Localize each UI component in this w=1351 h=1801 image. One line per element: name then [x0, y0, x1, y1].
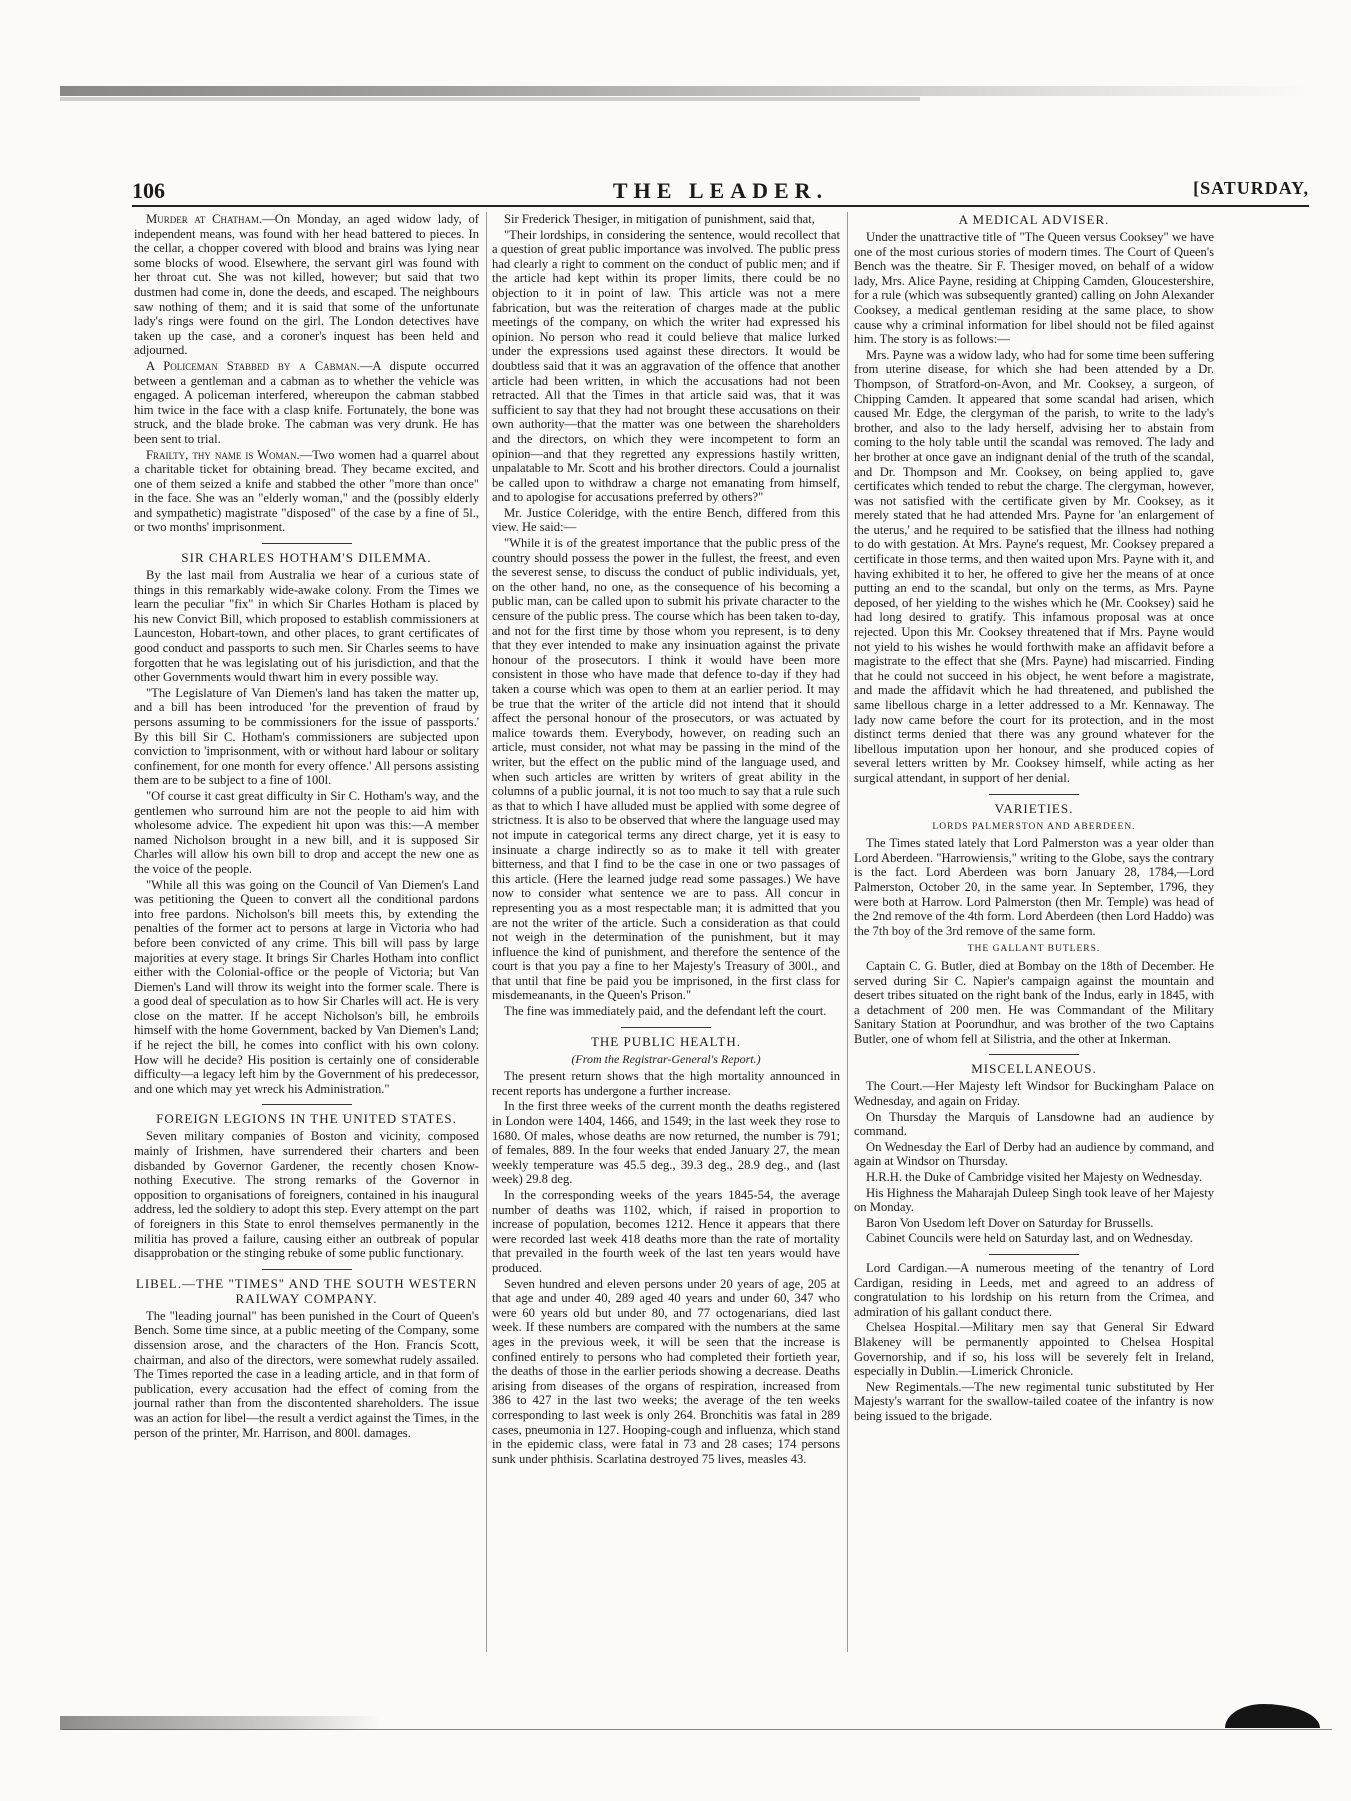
paragraph: Baron Von Usedom left Dover on Saturday for Brussells.: [866, 1215, 1154, 1230]
section-heading-hotham: SIR CHARLES HOTHAM'S DILEMMA.: [181, 550, 432, 566]
paragraph: The present return shows that the high mortality announced in recent reports has undergone a further increase.: [492, 1069, 840, 1098]
column-2: [492, 212, 840, 1467]
paragraph: Chelsea Hospital.—Military men say that General Sir Edward Blakeney will be permanently appointed to Chelsea Hospital Governorship, and if so, his loss will be severely felt in Ireland, especially in Dublin.—Limerick Chronicle.: [854, 1320, 1214, 1379]
paragraph: On Thursday the Marquis of Lansdowne had an audience by command.: [854, 1109, 1214, 1139]
paragraph: In the first three weeks of the current month the deaths registered in London were 1404, 1466, and 1549; in the last week they rose to 1680. Of males, whose deaths are now returned, the number is 791; of females, 889. In the four weeks that ended January 27, the mean weekly temperature was 45.5 deg., 39.3 deg., 28.9 deg., and (last week) 29.8 deg.: [492, 1099, 840, 1187]
section-heading-public-health: THE PUBLIC HEALTH.: [590, 1033, 742, 1049]
paragraph: His Highness the Maharajah Duleep Singh took leave of her Majesty on Monday.: [854, 1185, 1214, 1215]
paragraph: "Their lordships, in considering the sentence, would recollect that a question of great public importance was involved. The public press had clearly a right to comment on the conduct of public men; and if the article had kept within its proper limits, there could be no objection to it in point of law. This article was not a mere fabrication, but was the reiteration of charges made at the public meetings of the company, on which the writer had expressed his opinion. No person who read it could believe that malice lurked under the expressions used against these directors. It would be doubtless said that it was an aggravation of the offence that another article had been written, in which the accusations had not been retracted. All that the Times in that article said was, that it was sufficient to say that they had not brought these accusations on their own authority—that the matter was one between the shareholders and the directors, on which they were incompetent to form an opinion—and that they regretted any expressions hastily written, unpalatable to Mr. Scott and his brother directors. Could a journalist be called upon to withdraw a charge not emanating from himself, and to apologise for accusations preferred by others?": [492, 227, 840, 505]
section-rule: [262, 543, 352, 544]
paragraph: Seven hundred and eleven persons under 20 years of age, 205 at that age and under 40, 289 aged 40 years and under 60, 347 who were 60 years old but under 80, and 77 octogenarians, died last week. If these numbers are compared with the numbers at the same ages in the previous week, it will be seen that the increase is confined entirely to persons who had completed their fortieth year, the deaths of those in the earlier periods showing a decrease. Deaths arising from diseases of the organs of respiration, increased from 386 to 427 in the last two weeks; the average of the ten weeks corresponding to last week is only 264. Bronchitis was fatal in 289 cases, pneumonia in 127. Hooping-cough and influenza, which stand in the epidemic class, were fatal in 73 and 28 cases; 174 persons sunk under phthisis. Scarlatina destroyed 75 lives, measles 43.: [492, 1276, 840, 1466]
article-policeman-stabbed: [134, 359, 479, 447]
article-body: —Two women had a quarrel about a charitable ticket for obtaining bread. They became excited, and one of them seized a knife and stabbed the other "more than once" in the face. She was an "elderly woman," and the (possibly elderly and sympathetic) magistrate "disposed" of the case by a fine of 5l., or two months' imprisonment.: [134, 447, 479, 535]
article-murder-chatham: [134, 212, 479, 358]
paragraph: Seven military companies of Boston and vicinity, composed mainly of Irishmen, have surrendered their charters and been disbanded by Governor Gardener, the recently chosen Know-nothing Executive. The strong remarks of the Governor in opposition to organisations of foreigners, contained in his inaugural address, led the soldiery to adopt this step. Every attempt on the part of foreigners in this State to enrol themselves permanently in the militia has proved a failure, causing either an outbreak of popular disapprobation or the stinging rebuke of some public functionary.: [134, 1129, 479, 1261]
page-number: 106: [132, 178, 165, 203]
paragraph: Sir Frederick Thesiger, in mitigation of punishment, said that,: [504, 212, 815, 226]
column-divider: [486, 212, 487, 1652]
subsection-heading: THE GALLANT BUTLERS.: [967, 944, 1101, 955]
masthead: [132, 178, 1309, 208]
scan-artifact-line: [62, 1729, 1332, 1730]
paragraph: Mrs. Payne was a widow lady, who had for some time been suffering from uterine disease, for which she had been attended by a Dr. Thompson, of Stratford-on-Avon, and Mr. Cooksey, a surgeon, of Chipping Camden. It appeared that some scandal had arisen, which caused Mr. Edge, the clergyman of the parish, to write to the lady's brother, and also to the lady herself, advising her to abstain from coming to the holy table until the scandal was removed. The lady and her brother at once gave an indignant denial of the truth of the scandal, and Dr. Thompson and Mr. Cooksey, on being applied to, gave certificates which tended to rebut the charge. The clergyman, however, was not satisfied with the certificate given by Mr. Cooksey, as it merely stated that he had attended Mrs. Payne for 'an enlargement of the uterus,' and he required to be satisfied that the illness had nothing to do with gestation. At Mrs. Payne's request, Mr. Cooksey prepared a certificate in those terms, and then waited upon Mrs. Payne with it, and having exhibited it to her, he offered to give her the means of at once putting an end to the scandal, but only on the terms, as Mrs. Payne deposed, of her yielding to the wishes which he (Mr. Cooksey) said he had long desired to gratify. This infamous proposal was at once rejected. Upon this Mr. Cooksey threatened that if Mrs. Payne would not yield to his wishes he would forthwith make an affidavit before a magistrate to the effect that she (Mrs. Payne) had miscarried. Finding that he could not succeed in his object, he went before a magistrate, and made the affidavit which he had threatened, and published the same libellous charge in a letter addressed to a Mr. Kennaway. The lady now came before the court for its protection, and in the most distinct terms denied that there was any ground whatever for the libellous imputation upon her honour, and she produced copies of several letters written by Mr. Cooksey himself, while acting as her surgical attendant, in support of her denial.: [854, 347, 1215, 785]
paragraph: Captain C. G. Butler, died at Bombay on the 18th of December. He served during Sir C. Napier's campaign against the mountain and desert tribes situated on the right bank of the Indus, early in 1845, with a detachment of 200 men. He was Commandant of the Military Sanitary Station at Poorundhur, and was brother of the two Captains Butler, one of whom fell at Silistria, and the other at Inkerman.: [854, 958, 1214, 1046]
paragraph: New Regimentals.—The new regimental tunic substituted by Her Majesty's warrant for the swallow-tailed coatee of the infantry is now being issued to the brigade.: [854, 1379, 1214, 1423]
header-rule: [132, 205, 1309, 207]
section-rule: [621, 1027, 711, 1028]
section-rule: [262, 1104, 352, 1105]
paragraph: H.R.H. the Duke of Cambridge visited her Majesty on Wednesday.: [866, 1170, 1203, 1185]
section-heading-libel: LIBEL.—THE "TIMES" AND THE SOUTH WESTERN RAILWAY COMPANY.: [135, 1275, 478, 1306]
paragraph: "While it is of the greatest importance that the public press of the country should possess the power in the fullest, the freest, and even the severest sense, to discuss the conduct of public individuals, yet, on the other hand, no one, as the consequence of his becoming a public man, can be called upon to submit his private character to the censure of the public press. The course which has been taken to-day, and not for the first time by those whom you represent, is to deny that they ever intended to make any insinuation against the private honour of the prosecutors. I think it would have been more consistent in those who have made that defence to-day if they had taken a course which was open to them at an earlier period. It may be true that the writer of the article did not intend that it should affect the personal honour of the prosecutors, or was actuated by malice towards them. Everybody, however, on reading such an article, must consider, not what may be passing in the mind of the writer, but the effect on the public mind of the language used, and when such articles are written by writers of great ability in the columns of a public journal, it is not too much to say that a rule such as that to which I have alluded must be applied with some degree of strictness. It is also to be observed that where the language used may not impute in categorical terms any direct charge, yet it is easy to insinuate a charge indirectly so as to make it tell with greater bitterness, and that I find to be the case in one or two passages of this article. (Here the learned judge read some passages.) We have now to consider what sentence we are to pass. All concur in representing you as a most respectable man; it is admitted that you are not the writer of the article. Such a consideration as that could not weigh in the determination of the punishment, but it may influence the kind of punishment, and therefore the sentence of the court is that you pay a fine to her Majesty's Treasury of 300l., and that until that fine be paid you be imprisoned, in the first class for misdemeanants, in the Queen's Prison.": [492, 536, 840, 1003]
section-rule: [989, 794, 1079, 795]
scan-artifact-top: [60, 86, 1310, 96]
section-heading-varieties: VARIETIES.: [994, 800, 1074, 816]
paragraph: The Times stated lately that Lord Palmerston was a year older than Lord Aberdeen. "Harrowiensis," writing to the Globe, says the contrary is the fact. Lord Aberdeen was born January 28, 1784,—Lord Palmerston, October 20, in the same year. In September, 1796, they were both at Harrow. Lord Palmerston (then Mr. Temple) was head of the 2nd remove of the 4th form. Lord Aberdeen (then Lord Haddo) was the 7th boy of the 3rd remove of the same form.: [854, 836, 1214, 938]
column-divider: [847, 212, 848, 1652]
newspaper-title: THE LEADER.: [612, 178, 829, 203]
paragraph: In the corresponding weeks of the years 1845-54, the average number of deaths was 1102, which, if raised in proportion to increase of population, becomes 1212. Hence it appears that there were recorded last week 418 deaths more than the rate of mortality that prevailed in the fourth week of the last ten years would have produced.: [492, 1188, 840, 1275]
article-title: Frailty, thy name is Woman.: [146, 447, 300, 462]
paragraph: By the last mail from Australia we hear of a curious state of things in this remarkably wide-awake colony. From the Times we learn the peculiar "fix" in which Sir Charles Hotham is placed by his new Convict Bill, which proposed to establish commissioners at Launceston, Hobart-town, and other places, to grant certificates of good conduct and passports to such men. Sir Charles seems to have forgotten that he was legislating out of his jurisdiction, and that the other Governments would thwart him in every possible way.: [134, 568, 479, 685]
scan-artifact-top-2: [60, 97, 920, 101]
section-heading-miscellaneous: MISCELLANEOUS.: [971, 1061, 1097, 1077]
column-3: [854, 212, 1214, 1425]
article-title: A Policeman Stabbed by a Cabman.: [146, 358, 360, 373]
column-1: [134, 212, 479, 1441]
article-title: Murder at Chatham.: [146, 212, 263, 226]
section-rule: [989, 1054, 1079, 1055]
paragraph: On Wednesday the Earl of Derby had an audience by command, and again at Windsor on Thursday.: [854, 1139, 1214, 1169]
paragraph: The "leading journal" has been punished in the Court of Queen's Bench. Some time since, at a public meeting of the Company, some dissension arose, and the characters of the Hon. Francis Scott, chairman, and also of the directors, were somewhat rudely assailed. The Times reported the case in a leading article, and in that form of publication, every accusation had the effect of coming from the journal rather than from the discontented shareholders. The issue was an action for libel—the result a verdict against the Times, in the person of the printer, Mr. Harrison, and 800l. damages.: [134, 1308, 479, 1440]
article-body: —A dispute occurred between a gentleman and a cabman as to whether the vehicle was engaged. A policeman interfered, whereupon the cabman stabbed him twice in the face with a clasp knife. Fortunately, the bone was struck, and the blade broke. The cabman was very drunk. He has been sent to trial.: [134, 358, 479, 446]
section-rule: [262, 1269, 352, 1270]
subsection-heading: LORDS PALMERSTON AND ABERDEEN.: [932, 821, 1136, 832]
paragraph: Lord Cardigan.—A numerous meeting of the tenantry of Lord Cardigan, residing in Leeds, met and agreed to an address of congratulation to his lordship on his return from the Crimea, and admiration of his gallant conduct there.: [854, 1261, 1214, 1319]
paragraph: The Court.—Her Majesty left Windsor for Buckingham Palace on Wednesday, and again on Friday.: [854, 1079, 1214, 1109]
section-heading-medical-adviser: A MEDICAL ADVISER.: [958, 212, 1110, 227]
paragraph: The fine was immediately paid, and the defendant left the court.: [504, 1004, 827, 1019]
paragraph: Mr. Justice Coleridge, with the entire Bench, differed from this view. He said:—: [492, 505, 840, 535]
paragraph: "While all this was going on the Council of Van Diemen's Land was petitioning the Queen to convert all the conditional pardons into free pardons. Nicholson's bill meets this, by extending the penalties of the former act to persons at large in Victoria who had before been convicted of any crime. This bill will pass by large majorities at every stage. It brings Sir Charles Hotham into conflict either with the Colonial-office or the people of Victoria; but Van Diemen's Land will throw its weight into the former scale. There is a good deal of speculation as to how Sir Charles will act. He is very close on the matter. If he accept Nicholson's bill, he embroils himself with the home Government, backed by Van Diemen's Land; if he reject the bill, he comes into conflict with his own colony. How will he decide? His position is certainly one of considerable difficulty—a legacy left him by the Government of his predecessor, and one which may yet wreck his Administration.": [134, 877, 479, 1096]
section-subheading: (From the Registrar-General's Report.): [571, 1051, 761, 1066]
article-body: —On Monday, an aged widow lady, of independent means, was found with her head battered to pieces. In the cellar, a chopper covered with blood and brains was lying near some blocks of wood. Elsewhere, the servant girl was found with her throat cut. She was not killed, however; but said that two dustmen had come in, done the deeds, and escaped. The neighbours saw nothing of them; and it is said that some of the unfortunate lady's rings were found on the girl. The London detectives have taken up the case, and a coroner's inquest has been held and adjourned.: [134, 212, 479, 358]
paragraph: "Of course it cast great difficulty in Sir C. Hotham's way, and the gentlemen who surround him are not the people to aid him with wholesome advice. The expedient hit upon was this:—A member named Nicholson brought in a new bill, and it is supposed Sir Charles will allow his own bill to drop and accept the new one as the voice of the people.: [134, 788, 479, 876]
scan-artifact-blob: [1225, 1704, 1320, 1728]
issue-day: [SATURDAY,: [1193, 178, 1309, 198]
paragraph: "The Legislature of Van Diemen's land has taken the matter up, and a bill has been introduced 'for the prevention of fraud by persons assuming to be commissioners for the issue of passports.' By this bill Sir C. Hotham's commissioners are subjected upon conviction to 'imprisonment, with or without hard labour or solitary confinement, for one month for every offence.' All persons assisting them are to be subject to a fine of 100l.: [134, 685, 479, 788]
section-rule: [989, 1254, 1079, 1255]
paragraph: Under the unattractive title of "The Queen versus Cooksey" we have one of the most curious stories of modern times. The Court of Queen's Bench was the theatre. Sir F. Thesiger moved, on behalf of a widow lady, Mrs. Alice Payne, residing at Chipping Camden, Gloucestershire, for a rule (which was subsequently granted) calling on John Alexander Cooksey, a medical gentleman residing at the same place, to show cause why a criminal information for libel should not be filed against him. The story is as follows:—: [854, 230, 1214, 347]
section-heading-foreign-legions: FOREIGN LEGIONS IN THE UNITED STATES.: [156, 1111, 457, 1127]
paragraph: Cabinet Councils were held on Saturday last, and on Wednesday.: [866, 1231, 1194, 1246]
article-frailty: [134, 448, 479, 536]
scan-artifact-bottom: [60, 1716, 380, 1730]
